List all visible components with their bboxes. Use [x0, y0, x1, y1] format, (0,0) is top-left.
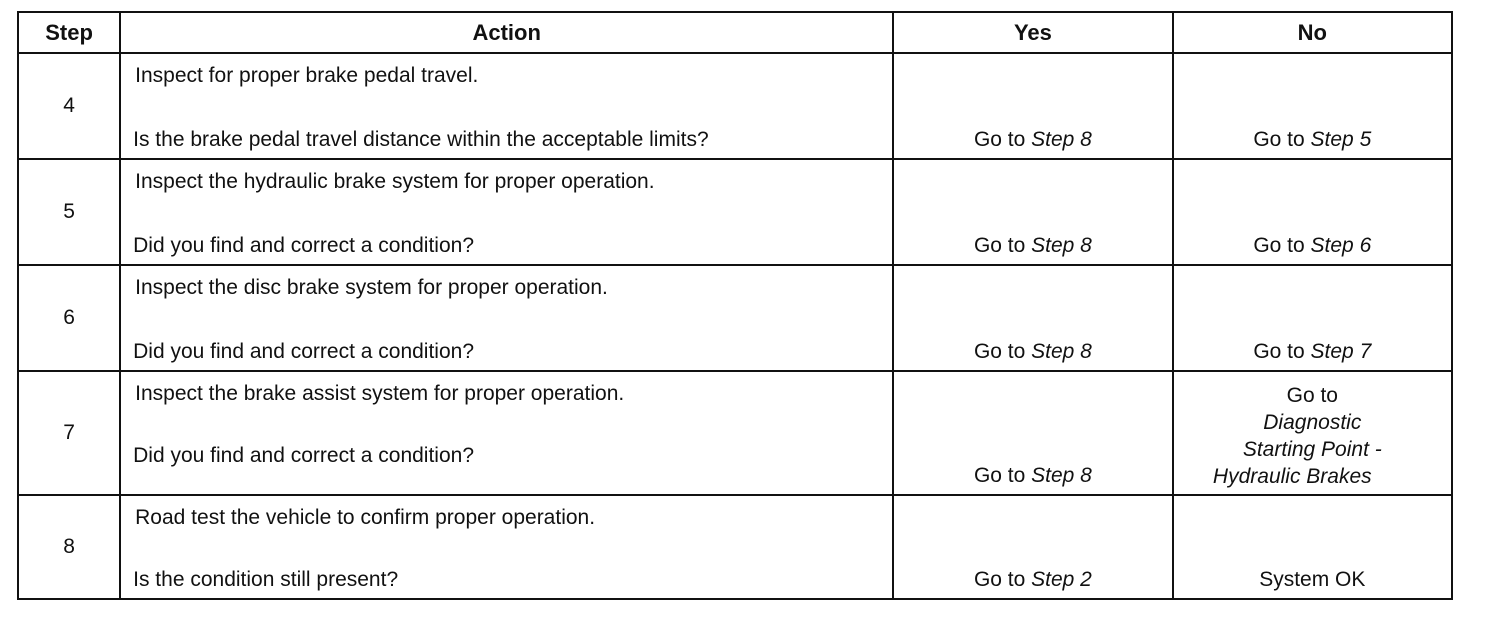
no-prefix: Go to — [1253, 340, 1311, 363]
yes-cell — [893, 53, 1172, 159]
table-row — [18, 159, 1452, 265]
yes-step-link[interactable]: Step 8 — [1031, 464, 1092, 487]
no-cell — [1173, 371, 1452, 495]
yes-result — [894, 340, 1171, 364]
action-question: Is the condition still present? — [133, 568, 399, 591]
yes-result — [894, 464, 1171, 488]
no-cell — [1173, 159, 1452, 265]
action-question: Did you find and correct a condition? — [133, 444, 475, 467]
header-step: Step — [18, 12, 120, 53]
no-result — [1174, 382, 1451, 490]
header-no: No — [1173, 12, 1452, 53]
action-question: Did you find and correct a condition? — [133, 340, 475, 363]
yes-result — [894, 234, 1171, 258]
yes-step-link[interactable]: Step 8 — [1031, 340, 1092, 363]
yes-prefix: Go to — [973, 464, 1032, 487]
yes-result — [894, 568, 1171, 592]
no-result — [1174, 234, 1451, 258]
action-question: Is the brake pedal travel distance within the acceptable limits? — [133, 128, 709, 151]
yes-cell — [893, 265, 1172, 371]
header-row — [18, 12, 1452, 53]
yes-step-link[interactable]: Step 8 — [1031, 234, 1092, 257]
no-step-link[interactable]: Step 6 — [1310, 234, 1372, 257]
no-diagnostic-link-line2[interactable]: Starting Point - — [1242, 438, 1382, 461]
yes-step-link[interactable]: Step 2 — [1031, 568, 1092, 591]
action-cell — [120, 265, 893, 371]
step-number: 4 — [18, 53, 120, 159]
no-step-link[interactable]: Step 7 — [1310, 340, 1372, 363]
table-row — [18, 265, 1452, 371]
yes-prefix: Go to — [973, 234, 1032, 257]
table-row — [18, 371, 1452, 495]
no-prefix: Go to — [1286, 384, 1338, 407]
step-number: 8 — [18, 495, 120, 599]
no-result: System OK — [1259, 568, 1366, 591]
yes-cell — [893, 495, 1172, 599]
no-prefix: Go to — [1253, 234, 1311, 257]
no-step-link[interactable]: Step 5 — [1310, 128, 1372, 151]
no-cell — [1173, 53, 1452, 159]
yes-prefix: Go to — [973, 340, 1032, 363]
no-cell — [1173, 495, 1452, 599]
yes-prefix: Go to — [973, 128, 1032, 151]
yes-result — [894, 128, 1171, 152]
no-diagnostic-link-line3[interactable]: Hydraulic Brakes — [1212, 465, 1372, 488]
no-result — [1174, 128, 1451, 152]
header-action: Action — [120, 12, 893, 53]
action-instruction: Inspect the brake assist system for proper operation. — [135, 382, 625, 405]
yes-prefix: Go to — [973, 568, 1032, 591]
header-yes: Yes — [893, 12, 1172, 53]
table-row — [18, 495, 1452, 599]
action-cell — [120, 159, 893, 265]
yes-step-link[interactable]: Step 8 — [1031, 128, 1092, 151]
action-instruction: Inspect for proper brake pedal travel. — [135, 64, 479, 87]
action-cell — [120, 53, 893, 159]
action-cell — [120, 495, 893, 599]
step-number: 6 — [18, 265, 120, 371]
action-cell — [120, 371, 893, 495]
no-result — [1174, 340, 1451, 364]
step-number: 5 — [18, 159, 120, 265]
action-question: Did you find and correct a condition? — [133, 234, 475, 257]
yes-cell — [893, 159, 1172, 265]
table-row — [18, 53, 1452, 159]
no-cell — [1173, 265, 1452, 371]
no-diagnostic-link-line1[interactable]: Diagnostic — [1263, 411, 1362, 434]
action-instruction: Inspect the hydraulic brake system for proper operation. — [135, 170, 655, 193]
diagnostic-table — [17, 11, 1453, 600]
action-instruction: Inspect the disc brake system for proper operation. — [135, 276, 608, 299]
step-number: 7 — [18, 371, 120, 495]
action-instruction: Road test the vehicle to confirm proper operation. — [135, 506, 596, 529]
yes-cell — [893, 371, 1172, 495]
no-prefix: Go to — [1253, 128, 1311, 151]
